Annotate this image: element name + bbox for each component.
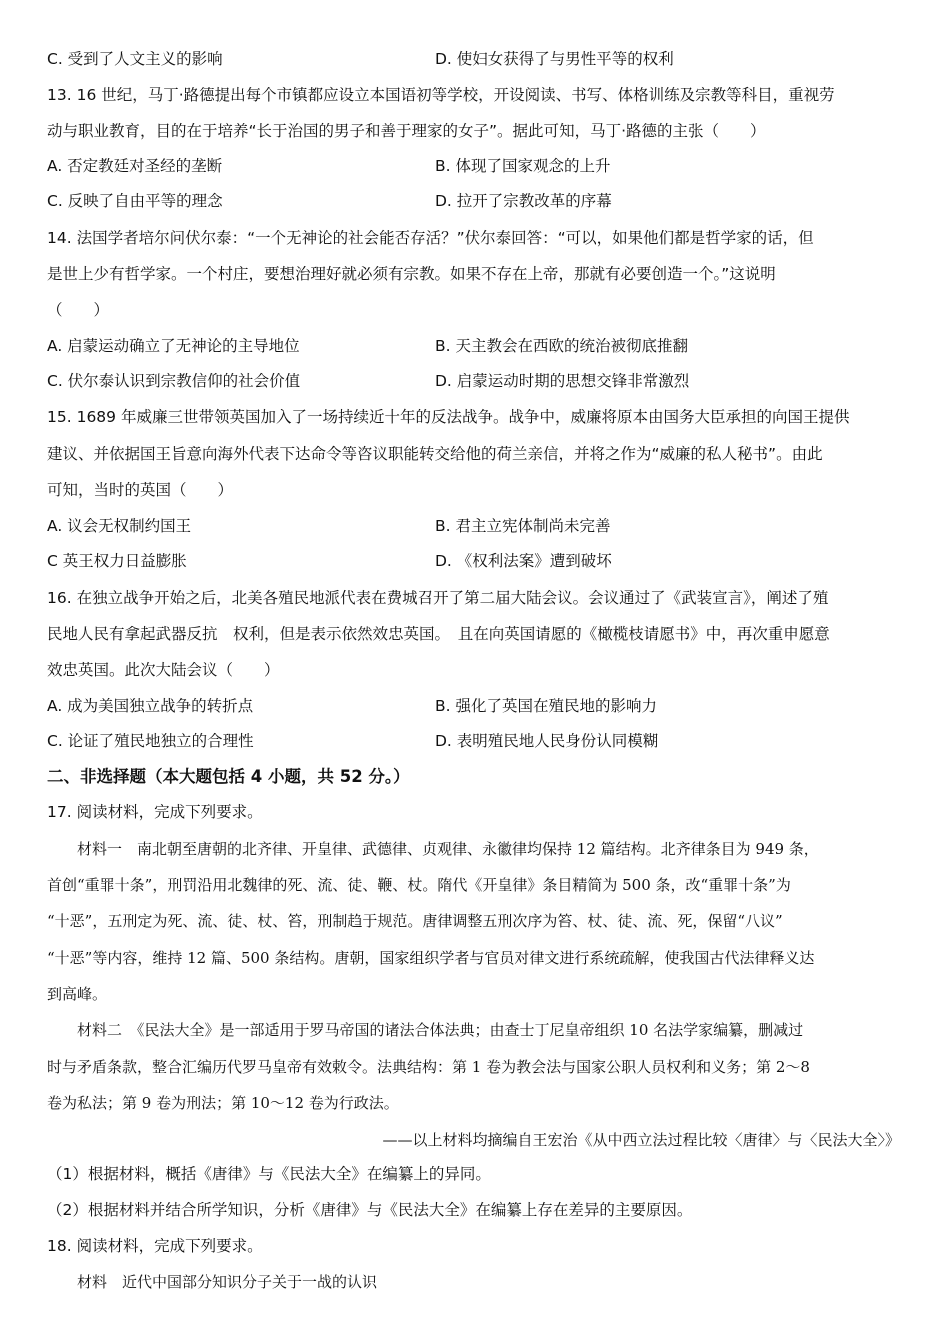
q14-option-b: B. 天主教会在西欧的统治被彻底推翻 <box>435 337 688 355</box>
q15-option-b: B. 君主立宪体制尚未完善 <box>435 517 611 535</box>
q17-source: ——以上材料均摘编自王宏治《从中西立法过程比较〈唐律〉与〈民法大全〉》 <box>382 1131 900 1149</box>
q17-material1-line-2: 首创“重罪十条”，刑罚沿用北魏律的死、流、徒、鞭、杖。隋代《开皇律》条目精简为 500 条，改“重罪十条”为 <box>47 876 791 894</box>
q14-stem-line-1: 14. 法国学者培尔问伏尔泰：“一个无神论的社会能否存活？”伏尔泰回答：“可以，如果他们都是哲学家的话，但 <box>47 229 814 247</box>
q17-material2-line-1: 材料二 《民法大全》是一部适用于罗马帝国的诸法合体法典；由查士丁尼皇帝组织 10 名法学家编纂，删减过 <box>47 1021 804 1039</box>
q18-material-title: 材料 近代中国部分知识分子关于一战的认识 <box>47 1273 378 1291</box>
q16-stem-line-2: 民地人民有拿起武器反抗 权利，但是表示依然效忠英国。 且在向英国请愿的《橄榄枝请愿书》中，再次重申愿意 <box>47 625 830 643</box>
q13-stem-line-1: 13. 16 世纪，马丁·路德提出每个市镇都应设立本国语初等学校，开设阅读、书写、体格训练及宗教等科目，重视劳 <box>47 86 835 104</box>
q17-material1-line-1: 材料一 南北朝至唐朝的北齐律、开皇律、武德律、贞观律、永徽律均保持 12 篇结构。北齐律条目为 949 条， <box>47 840 819 858</box>
q16-stem-line-3: 效忠英国。此次大陆会议（ ） <box>47 661 280 679</box>
q16-option-b: B. 强化了英国在殖民地的影响力 <box>435 697 657 715</box>
q16-option-c: C. 论证了殖民地独立的合理性 <box>47 732 254 750</box>
q15-stem-line-1: 15. 1689 年威廉三世带领英国加入了一场持续近十年的反法战争。战争中，威廉将原本由国务大臣承担的向国王提供 <box>47 408 850 426</box>
q17-intro: 17. 阅读材料，完成下列要求。 <box>47 803 263 821</box>
q14-stem-line-3: （ ） <box>47 301 110 319</box>
q15-option-d: D. 《权利法案》遭到破坏 <box>435 552 612 570</box>
q14-stem-line-2: 是世上少有哲学家。一个村庄，要想治理好就必须有宗教。如果不存在上帝，那就有必要创造一个。”这说明 <box>47 265 776 283</box>
q17-requirement-1: （1）根据材料，概括《唐律》与《民法大全》在编纂上的异同。 <box>47 1165 491 1183</box>
q13-option-d: D. 拉开了宗教改革的序幕 <box>435 192 612 210</box>
q17-requirement-2: （2）根据材料并结合所学知识，分析《唐律》与《民法大全》在编纂上存在差异的主要原因。 <box>47 1201 693 1219</box>
q13-option-c: C. 反映了自由平等的理念 <box>47 192 223 210</box>
q13-option-a: A. 否定教廷对圣经的垄断 <box>47 157 223 175</box>
q16-option-d: D. 表明殖民地人民身份认同模糊 <box>435 732 659 750</box>
q12-option-d: D. 使妇女获得了与男性平等的权利 <box>435 50 674 68</box>
section-2-heading: 二、非选择题（本大题包括 4 小题，共 52 分。） <box>47 767 410 786</box>
q17-material2-line-3: 卷为私法；第 9 卷为刑法；第 10～12 卷为行政法。 <box>47 1094 399 1112</box>
q13-stem-line-2: 动与职业教育，目的在于培养“长于治国的男子和善于理家的女子”。据此可知，马丁·路德的主张（ ） <box>47 122 766 140</box>
q17-material1-line-5: 到高峰。 <box>47 985 108 1003</box>
q16-stem-line-1: 16. 在独立战争开始之后，北美各殖民地派代表在费城召开了第二届大陆会议。会议通过了《武装宣言》，阐述了殖 <box>47 589 829 607</box>
q16-option-a: A. 成为美国独立战争的转折点 <box>47 697 254 715</box>
q14-option-d: D. 启蒙运动时期的思想交锋非常激烈 <box>435 372 690 390</box>
q14-option-c: C. 伏尔泰认识到宗教信仰的社会价值 <box>47 372 301 390</box>
q17-material1-line-3: “十恶”，五刑定为死、流、徒、杖、笞，刑制趋于规范。唐律调整五刑次序为笞、杖、徒、流、死，保留“八议” <box>47 912 783 930</box>
q15-stem-line-3: 可知，当时的英国（ ） <box>47 481 234 499</box>
q14-option-a: A. 启蒙运动确立了无神论的主导地位 <box>47 337 300 355</box>
q17-material1-line-4: “十恶”等内容，维持 12 篇、500 条结构。唐朝，国家组织学者与官员对律文进行系统疏解，使我国古代法律释义达 <box>47 949 815 967</box>
q17-material2-line-2: 时与矛盾条款，整合汇编历代罗马皇帝有效敕令。法典结构：第 1 卷为教会法与国家公职人员权利和义务；第 2～8 <box>47 1058 810 1076</box>
q18-intro: 18. 阅读材料，完成下列要求。 <box>47 1237 263 1255</box>
q13-option-b: B. 体现了国家观念的上升 <box>435 157 611 175</box>
q15-option-a: A. 议会无权制约国王 <box>47 517 192 535</box>
q15-option-c: C 英王权力日益膨胀 <box>47 552 187 570</box>
q12-option-c: C. 受到了人文主义的影响 <box>47 50 223 68</box>
q15-stem-line-2: 建议、并依据国王旨意向海外代表下达命令等咨议职能转交给他的荷兰亲信，并将之作为“威廉的私人秘书”。由此 <box>47 445 823 463</box>
